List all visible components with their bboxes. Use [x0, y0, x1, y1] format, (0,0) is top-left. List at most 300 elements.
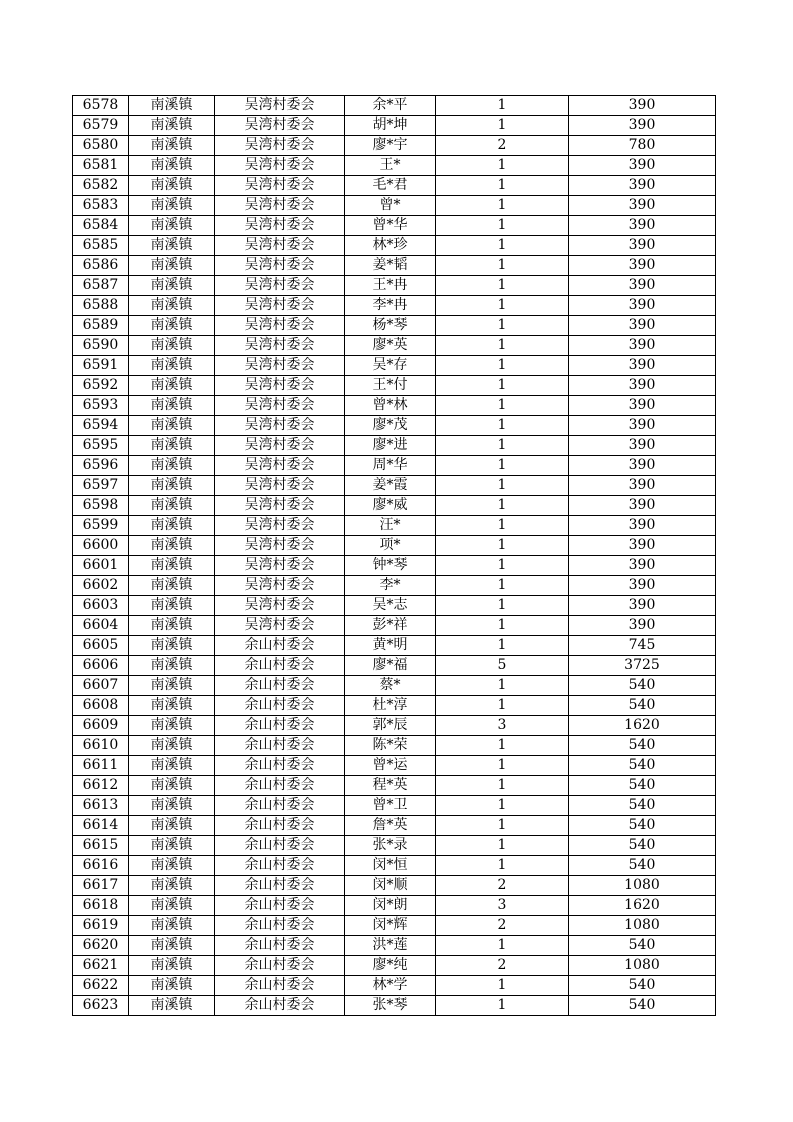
- village-committee-cell: 吴湾村委会: [215, 496, 345, 516]
- table-row: [73, 456, 716, 476]
- village-committee-cell: 吴湾村委会: [215, 236, 345, 256]
- household-count-cell: 1: [436, 736, 569, 756]
- table-row: [73, 156, 716, 176]
- household-count-cell: 3: [436, 716, 569, 736]
- village-committee-cell: 吴湾村委会: [215, 576, 345, 596]
- row-number-cell: 6621: [73, 956, 129, 976]
- name-cell: 蔡*: [345, 676, 436, 696]
- amount-cell: 390: [569, 256, 716, 276]
- household-count-cell: 5: [436, 656, 569, 676]
- household-count-cell: 1: [436, 836, 569, 856]
- household-count-cell: 1: [436, 356, 569, 376]
- amount-cell: 390: [569, 616, 716, 636]
- village-committee-cell: 吴湾村委会: [215, 96, 345, 116]
- row-number-cell: 6617: [73, 876, 129, 896]
- name-cell: 毛*君: [345, 176, 436, 196]
- village-committee-cell: 吴湾村委会: [215, 596, 345, 616]
- amount-cell: 1080: [569, 956, 716, 976]
- town-cell: 南溪镇: [129, 136, 215, 156]
- name-cell: 吴*存: [345, 356, 436, 376]
- household-count-cell: 1: [436, 416, 569, 436]
- town-cell: 南溪镇: [129, 156, 215, 176]
- town-cell: 南溪镇: [129, 556, 215, 576]
- household-count-cell: 3: [436, 896, 569, 916]
- amount-cell: 390: [569, 336, 716, 356]
- household-count-cell: 1: [436, 796, 569, 816]
- town-cell: 南溪镇: [129, 996, 215, 1016]
- amount-cell: 540: [569, 996, 716, 1016]
- amount-cell: 390: [569, 296, 716, 316]
- row-number-cell: 6615: [73, 836, 129, 856]
- table-row: [73, 516, 716, 536]
- household-count-cell: 1: [436, 536, 569, 556]
- village-committee-cell: 吴湾村委会: [215, 616, 345, 636]
- amount-cell: 390: [569, 216, 716, 236]
- row-number-cell: 6606: [73, 656, 129, 676]
- table-row: [73, 316, 716, 336]
- row-number-cell: 6592: [73, 376, 129, 396]
- table-row: [73, 116, 716, 136]
- table-row: [73, 436, 716, 456]
- household-count-cell: 1: [436, 936, 569, 956]
- table-row: [73, 236, 716, 256]
- household-count-cell: 1: [436, 516, 569, 536]
- name-cell: 闵*顺: [345, 876, 436, 896]
- table-row: [73, 716, 716, 736]
- row-number-cell: 6620: [73, 936, 129, 956]
- amount-cell: 1080: [569, 876, 716, 896]
- amount-cell: 540: [569, 816, 716, 836]
- row-number-cell: 6594: [73, 416, 129, 436]
- table-row: [73, 476, 716, 496]
- name-cell: 曾*华: [345, 216, 436, 236]
- town-cell: 南溪镇: [129, 416, 215, 436]
- household-count-cell: 2: [436, 916, 569, 936]
- town-cell: 南溪镇: [129, 756, 215, 776]
- table-row: [73, 336, 716, 356]
- name-cell: 陈*荣: [345, 736, 436, 756]
- name-cell: 钟*琴: [345, 556, 436, 576]
- town-cell: 南溪镇: [129, 616, 215, 636]
- amount-cell: 1080: [569, 916, 716, 936]
- amount-cell: 390: [569, 536, 716, 556]
- amount-cell: 1620: [569, 896, 716, 916]
- household-count-cell: 1: [436, 756, 569, 776]
- household-count-cell: 1: [436, 476, 569, 496]
- row-number-cell: 6599: [73, 516, 129, 536]
- amount-cell: 390: [569, 196, 716, 216]
- amount-cell: 390: [569, 316, 716, 336]
- table-row: [73, 496, 716, 516]
- name-cell: 林*珍: [345, 236, 436, 256]
- table-row: [73, 676, 716, 696]
- village-committee-cell: 吴湾村委会: [215, 296, 345, 316]
- village-committee-cell: 吴湾村委会: [215, 416, 345, 436]
- household-count-cell: 1: [436, 856, 569, 876]
- amount-cell: 390: [569, 116, 716, 136]
- household-count-cell: 1: [436, 696, 569, 716]
- amount-cell: 540: [569, 936, 716, 956]
- town-cell: 南溪镇: [129, 236, 215, 256]
- village-committee-cell: 余山村委会: [215, 876, 345, 896]
- row-number-cell: 6619: [73, 916, 129, 936]
- village-committee-cell: 吴湾村委会: [215, 436, 345, 456]
- name-cell: 张*琴: [345, 996, 436, 1016]
- table-row: [73, 596, 716, 616]
- amount-cell: 390: [569, 596, 716, 616]
- amount-cell: 3725: [569, 656, 716, 676]
- town-cell: 南溪镇: [129, 596, 215, 616]
- table-row: [73, 376, 716, 396]
- village-committee-cell: 吴湾村委会: [215, 476, 345, 496]
- row-number-cell: 6603: [73, 596, 129, 616]
- table-row: [73, 196, 716, 216]
- table-row: [73, 536, 716, 556]
- village-committee-cell: 余山村委会: [215, 636, 345, 656]
- amount-cell: 390: [569, 436, 716, 456]
- amount-cell: 745: [569, 636, 716, 656]
- name-cell: 杜*淳: [345, 696, 436, 716]
- row-number-cell: 6613: [73, 796, 129, 816]
- table-row: [73, 816, 716, 836]
- row-number-cell: 6588: [73, 296, 129, 316]
- town-cell: 南溪镇: [129, 896, 215, 916]
- row-number-cell: 6587: [73, 276, 129, 296]
- amount-cell: 390: [569, 496, 716, 516]
- name-cell: 胡*坤: [345, 116, 436, 136]
- household-count-cell: 1: [436, 996, 569, 1016]
- town-cell: 南溪镇: [129, 676, 215, 696]
- table-row: [73, 256, 716, 276]
- village-committee-cell: 余山村委会: [215, 676, 345, 696]
- name-cell: 詹*英: [345, 816, 436, 836]
- village-committee-cell: 吴湾村委会: [215, 216, 345, 236]
- household-count-cell: 1: [436, 816, 569, 836]
- table-row: [73, 616, 716, 636]
- village-committee-cell: 余山村委会: [215, 776, 345, 796]
- town-cell: 南溪镇: [129, 536, 215, 556]
- name-cell: 姜*韬: [345, 256, 436, 276]
- town-cell: 南溪镇: [129, 576, 215, 596]
- household-count-cell: 1: [436, 256, 569, 276]
- amount-cell: 390: [569, 556, 716, 576]
- village-committee-cell: 吴湾村委会: [215, 176, 345, 196]
- name-cell: 李*冉: [345, 296, 436, 316]
- row-number-cell: 6597: [73, 476, 129, 496]
- row-number-cell: 6593: [73, 396, 129, 416]
- name-cell: 闵*恒: [345, 856, 436, 876]
- row-number-cell: 6582: [73, 176, 129, 196]
- amount-cell: 390: [569, 276, 716, 296]
- row-number-cell: 6579: [73, 116, 129, 136]
- household-count-cell: 2: [436, 136, 569, 156]
- row-number-cell: 6614: [73, 816, 129, 836]
- village-committee-cell: 余山村委会: [215, 716, 345, 736]
- table-row: [73, 556, 716, 576]
- town-cell: 南溪镇: [129, 856, 215, 876]
- household-count-cell: 1: [436, 576, 569, 596]
- household-count-cell: 1: [436, 236, 569, 256]
- amount-cell: 390: [569, 396, 716, 416]
- household-count-cell: 1: [436, 776, 569, 796]
- village-committee-cell: 余山村委会: [215, 996, 345, 1016]
- household-count-cell: 1: [436, 156, 569, 176]
- village-committee-cell: 吴湾村委会: [215, 256, 345, 276]
- town-cell: 南溪镇: [129, 936, 215, 956]
- village-committee-cell: 吴湾村委会: [215, 516, 345, 536]
- row-number-cell: 6586: [73, 256, 129, 276]
- row-number-cell: 6602: [73, 576, 129, 596]
- village-committee-cell: 吴湾村委会: [215, 536, 345, 556]
- town-cell: 南溪镇: [129, 96, 215, 116]
- name-cell: 郭*辰: [345, 716, 436, 736]
- name-cell: 曾*卫: [345, 796, 436, 816]
- town-cell: 南溪镇: [129, 496, 215, 516]
- town-cell: 南溪镇: [129, 956, 215, 976]
- row-number-cell: 6600: [73, 536, 129, 556]
- name-cell: 曾*运: [345, 756, 436, 776]
- row-number-cell: 6584: [73, 216, 129, 236]
- town-cell: 南溪镇: [129, 436, 215, 456]
- row-number-cell: 6591: [73, 356, 129, 376]
- row-number-cell: 6616: [73, 856, 129, 876]
- town-cell: 南溪镇: [129, 696, 215, 716]
- town-cell: 南溪镇: [129, 316, 215, 336]
- household-count-cell: 1: [436, 116, 569, 136]
- town-cell: 南溪镇: [129, 276, 215, 296]
- amount-cell: 390: [569, 416, 716, 436]
- household-count-cell: 1: [436, 436, 569, 456]
- amount-cell: 540: [569, 676, 716, 696]
- amount-cell: 390: [569, 516, 716, 536]
- table-row: [73, 356, 716, 376]
- row-number-cell: 6611: [73, 756, 129, 776]
- village-committee-cell: 吴湾村委会: [215, 376, 345, 396]
- table-row: [73, 656, 716, 676]
- amount-cell: 1620: [569, 716, 716, 736]
- table-row: [73, 996, 716, 1016]
- household-count-cell: 1: [436, 96, 569, 116]
- row-number-cell: 6607: [73, 676, 129, 696]
- town-cell: 南溪镇: [129, 656, 215, 676]
- subsidy-table: [72, 95, 716, 1016]
- amount-cell: 390: [569, 236, 716, 256]
- town-cell: 南溪镇: [129, 876, 215, 896]
- table-row: [73, 896, 716, 916]
- household-count-cell: 1: [436, 316, 569, 336]
- name-cell: 廖*宇: [345, 136, 436, 156]
- name-cell: 彭*祥: [345, 616, 436, 636]
- village-committee-cell: 吴湾村委会: [215, 456, 345, 476]
- name-cell: 廖*纯: [345, 956, 436, 976]
- name-cell: 王*冉: [345, 276, 436, 296]
- amount-cell: 540: [569, 776, 716, 796]
- town-cell: 南溪镇: [129, 836, 215, 856]
- name-cell: 廖*英: [345, 336, 436, 356]
- town-cell: 南溪镇: [129, 916, 215, 936]
- table-row: [73, 736, 716, 756]
- name-cell: 程*英: [345, 776, 436, 796]
- row-number-cell: 6622: [73, 976, 129, 996]
- village-committee-cell: 吴湾村委会: [215, 136, 345, 156]
- village-committee-cell: 余山村委会: [215, 836, 345, 856]
- row-number-cell: 6623: [73, 996, 129, 1016]
- amount-cell: 540: [569, 696, 716, 716]
- town-cell: 南溪镇: [129, 816, 215, 836]
- village-committee-cell: 吴湾村委会: [215, 156, 345, 176]
- name-cell: 吴*志: [345, 596, 436, 616]
- name-cell: 王*付: [345, 376, 436, 396]
- row-number-cell: 6601: [73, 556, 129, 576]
- table-row: [73, 576, 716, 596]
- row-number-cell: 6590: [73, 336, 129, 356]
- name-cell: 廖*福: [345, 656, 436, 676]
- row-number-cell: 6583: [73, 196, 129, 216]
- village-committee-cell: 余山村委会: [215, 936, 345, 956]
- table-row: [73, 776, 716, 796]
- town-cell: 南溪镇: [129, 776, 215, 796]
- household-count-cell: 1: [436, 456, 569, 476]
- table-row: [73, 136, 716, 156]
- row-number-cell: 6612: [73, 776, 129, 796]
- village-committee-cell: 余山村委会: [215, 956, 345, 976]
- village-committee-cell: 吴湾村委会: [215, 196, 345, 216]
- household-count-cell: 1: [436, 176, 569, 196]
- name-cell: 廖*进: [345, 436, 436, 456]
- name-cell: 廖*威: [345, 496, 436, 516]
- village-committee-cell: 余山村委会: [215, 856, 345, 876]
- town-cell: 南溪镇: [129, 196, 215, 216]
- village-committee-cell: 吴湾村委会: [215, 556, 345, 576]
- table-row: [73, 416, 716, 436]
- name-cell: 廖*茂: [345, 416, 436, 436]
- table-row: [73, 216, 716, 236]
- amount-cell: 390: [569, 376, 716, 396]
- row-number-cell: 6595: [73, 436, 129, 456]
- amount-cell: 390: [569, 456, 716, 476]
- village-committee-cell: 余山村委会: [215, 796, 345, 816]
- name-cell: 林*学: [345, 976, 436, 996]
- household-count-cell: 1: [436, 276, 569, 296]
- household-count-cell: 1: [436, 636, 569, 656]
- town-cell: 南溪镇: [129, 796, 215, 816]
- town-cell: 南溪镇: [129, 376, 215, 396]
- town-cell: 南溪镇: [129, 176, 215, 196]
- row-number-cell: 6580: [73, 136, 129, 156]
- town-cell: 南溪镇: [129, 336, 215, 356]
- amount-cell: 390: [569, 96, 716, 116]
- row-number-cell: 6585: [73, 236, 129, 256]
- name-cell: 闵*朗: [345, 896, 436, 916]
- town-cell: 南溪镇: [129, 396, 215, 416]
- amount-cell: 540: [569, 736, 716, 756]
- table-row: [73, 796, 716, 816]
- table-row: [73, 696, 716, 716]
- village-committee-cell: 吴湾村委会: [215, 316, 345, 336]
- household-count-cell: 1: [436, 556, 569, 576]
- name-cell: 张*录: [345, 836, 436, 856]
- village-committee-cell: 余山村委会: [215, 656, 345, 676]
- name-cell: 汪*: [345, 516, 436, 536]
- household-count-cell: 1: [436, 676, 569, 696]
- village-committee-cell: 吴湾村委会: [215, 276, 345, 296]
- table-row: [73, 976, 716, 996]
- amount-cell: 390: [569, 356, 716, 376]
- amount-cell: 390: [569, 576, 716, 596]
- name-cell: 项*: [345, 536, 436, 556]
- name-cell: 周*华: [345, 456, 436, 476]
- name-cell: 闵*辉: [345, 916, 436, 936]
- name-cell: 曾*林: [345, 396, 436, 416]
- household-count-cell: 1: [436, 596, 569, 616]
- town-cell: 南溪镇: [129, 976, 215, 996]
- household-count-cell: 1: [436, 496, 569, 516]
- name-cell: 李*: [345, 576, 436, 596]
- amount-cell: 780: [569, 136, 716, 156]
- name-cell: 曾*: [345, 196, 436, 216]
- village-committee-cell: 吴湾村委会: [215, 356, 345, 376]
- town-cell: 南溪镇: [129, 356, 215, 376]
- row-number-cell: 6605: [73, 636, 129, 656]
- village-committee-cell: 余山村委会: [215, 696, 345, 716]
- household-count-cell: 2: [436, 956, 569, 976]
- town-cell: 南溪镇: [129, 296, 215, 316]
- table-row: [73, 856, 716, 876]
- table-row: [73, 876, 716, 896]
- amount-cell: 390: [569, 176, 716, 196]
- village-committee-cell: 吴湾村委会: [215, 336, 345, 356]
- table-row: [73, 836, 716, 856]
- table-row: [73, 296, 716, 316]
- household-count-cell: 1: [436, 216, 569, 236]
- row-number-cell: 6581: [73, 156, 129, 176]
- village-committee-cell: 余山村委会: [215, 916, 345, 936]
- town-cell: 南溪镇: [129, 456, 215, 476]
- amount-cell: 540: [569, 976, 716, 996]
- table-row: [73, 636, 716, 656]
- row-number-cell: 6589: [73, 316, 129, 336]
- name-cell: 杨*琴: [345, 316, 436, 336]
- row-number-cell: 6610: [73, 736, 129, 756]
- row-number-cell: 6598: [73, 496, 129, 516]
- name-cell: 余*平: [345, 96, 436, 116]
- household-count-cell: 1: [436, 336, 569, 356]
- town-cell: 南溪镇: [129, 636, 215, 656]
- amount-cell: 540: [569, 856, 716, 876]
- household-count-cell: 1: [436, 976, 569, 996]
- household-count-cell: 1: [436, 196, 569, 216]
- village-committee-cell: 余山村委会: [215, 896, 345, 916]
- village-committee-cell: 余山村委会: [215, 976, 345, 996]
- table-row: [73, 276, 716, 296]
- amount-cell: 540: [569, 796, 716, 816]
- table-row: [73, 916, 716, 936]
- amount-cell: 540: [569, 756, 716, 776]
- table-row: [73, 396, 716, 416]
- town-cell: 南溪镇: [129, 476, 215, 496]
- village-committee-cell: 余山村委会: [215, 736, 345, 756]
- row-number-cell: 6578: [73, 96, 129, 116]
- household-count-cell: 1: [436, 616, 569, 636]
- household-count-cell: 1: [436, 296, 569, 316]
- town-cell: 南溪镇: [129, 716, 215, 736]
- village-committee-cell: 余山村委会: [215, 756, 345, 776]
- town-cell: 南溪镇: [129, 216, 215, 236]
- amount-cell: 390: [569, 476, 716, 496]
- household-count-cell: 1: [436, 396, 569, 416]
- town-cell: 南溪镇: [129, 116, 215, 136]
- household-count-cell: 2: [436, 876, 569, 896]
